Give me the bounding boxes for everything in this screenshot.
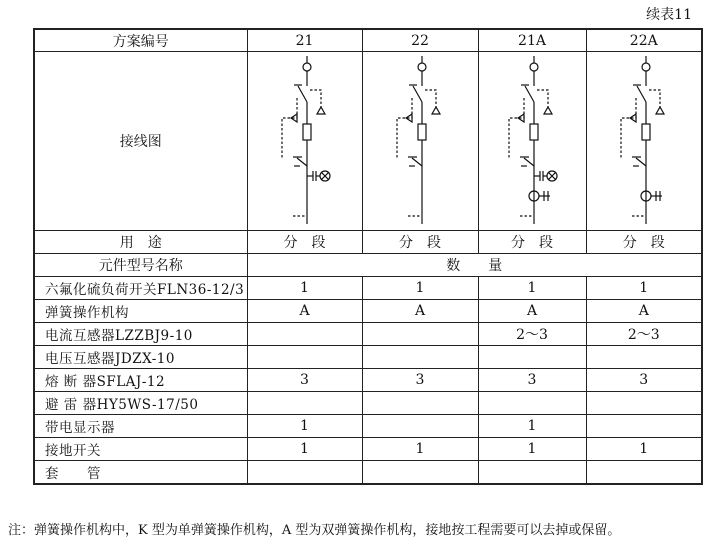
- mechanism-link: [621, 98, 636, 158]
- quantity-cell: A: [247, 300, 362, 323]
- terminal-icon: [530, 63, 538, 71]
- wiring-cell: [478, 52, 586, 231]
- component-name: 电流互感器LZZBJ9-10: [34, 323, 247, 346]
- component-row: [34, 415, 702, 438]
- component-name: 带电显示器: [34, 415, 247, 438]
- header-row: [34, 29, 702, 52]
- earthing-switch-icon: [524, 158, 534, 166]
- mechanism-link: [397, 98, 412, 158]
- quantity-cell: [362, 323, 478, 346]
- quantity-cell: [247, 346, 362, 369]
- earthing-switch-icon: [297, 158, 307, 166]
- quantity-cell: 2～3: [478, 323, 586, 346]
- quantity-cell: [362, 392, 478, 415]
- quantity-cell: 3: [586, 369, 702, 392]
- usage-value: 分 段: [362, 231, 478, 254]
- scheme-21: 21: [247, 29, 362, 52]
- wiring-diagram-label: 接线图: [34, 52, 247, 231]
- quantity-cell: 3: [247, 369, 362, 392]
- footnote: 注：弹簧操作机构中，K 型为单弹簧操作机构，A 型为双弹簧操作机构，接地按工程需要可以去掉或保留。: [8, 523, 621, 538]
- wiring-row: [34, 52, 702, 231]
- load-switch-icon: [637, 86, 646, 102]
- component-header-row: [34, 254, 702, 277]
- earthing-switch-icon: [412, 158, 422, 166]
- quantity-label: 数 量: [247, 254, 702, 277]
- arrow-icon: [656, 107, 664, 114]
- quantity-cell: [362, 346, 478, 369]
- quantity-cell: [478, 346, 586, 369]
- mechanism-link: [425, 90, 436, 108]
- quantity-cell: 1: [478, 415, 586, 438]
- wiring-diagram-21: [275, 56, 335, 226]
- component-name: 避 雷 器HY5WS-17/50: [34, 392, 247, 415]
- quantity-cell: 1: [247, 415, 362, 438]
- usage-label: 用 途: [34, 231, 247, 254]
- component-row: [34, 300, 702, 323]
- continuation-label: 续表11: [646, 7, 692, 23]
- quantity-cell: [478, 392, 586, 415]
- terminal-icon: [642, 63, 650, 71]
- arrow-icon: [317, 107, 325, 114]
- wiring-cell: [247, 52, 362, 231]
- mechanism-link: [310, 90, 321, 108]
- quantity-cell: 1: [478, 438, 586, 461]
- component-name: 熔 断 器SFLAJ-12: [34, 369, 247, 392]
- quantity-cell: 1: [247, 438, 362, 461]
- usage-row: [34, 231, 702, 254]
- load-switch-icon: [525, 86, 534, 102]
- scheme-table: [33, 28, 703, 485]
- component-name-label: 元件型号名称: [34, 254, 247, 277]
- component-name: 套 管: [34, 461, 247, 485]
- quantity-cell: [247, 461, 362, 485]
- scheme-22a: 22A: [586, 29, 702, 52]
- quantity-cell: 1: [478, 277, 586, 300]
- arrow-icon: [544, 107, 552, 114]
- quantity-cell: 1: [247, 277, 362, 300]
- quantity-cell: 3: [362, 369, 478, 392]
- component-row: [34, 323, 702, 346]
- fuse-icon: [530, 124, 538, 140]
- terminal-icon: [303, 63, 311, 71]
- component-name: 接地开关: [34, 438, 247, 461]
- quantity-cell: [586, 346, 702, 369]
- quantity-cell: [586, 461, 702, 485]
- quantity-cell: 1: [362, 277, 478, 300]
- load-switch-icon: [298, 86, 307, 102]
- component-row: [34, 438, 702, 461]
- mechanism-link: [649, 90, 660, 108]
- component-name: 六氟化硫负荷开关FLN36-12/3: [34, 277, 247, 300]
- component-row: [34, 461, 702, 485]
- quantity-cell: [586, 415, 702, 438]
- quantity-cell: 1: [362, 438, 478, 461]
- quantity-cell: A: [586, 300, 702, 323]
- mechanism-link: [509, 98, 524, 158]
- wiring-diagram-22a: [614, 56, 674, 226]
- earthing-switch-icon: [636, 158, 646, 166]
- quantity-cell: [247, 323, 362, 346]
- quantity-cell: 1: [586, 438, 702, 461]
- fuse-icon: [642, 124, 650, 140]
- quantity-cell: [362, 461, 478, 485]
- quantity-cell: [586, 392, 702, 415]
- quantity-cell: [478, 461, 586, 485]
- quantity-cell: 1: [586, 277, 702, 300]
- quantity-cell: [362, 415, 478, 438]
- fuse-icon: [303, 124, 311, 140]
- wiring-cell: [586, 52, 702, 231]
- component-row: [34, 392, 702, 415]
- wiring-diagram-22: [390, 56, 450, 226]
- scheme-21a: 21A: [478, 29, 586, 52]
- terminal-icon: [418, 63, 426, 71]
- load-switch-icon: [413, 86, 422, 102]
- quantity-cell: 3: [478, 369, 586, 392]
- usage-value: 分 段: [478, 231, 586, 254]
- component-row: [34, 346, 702, 369]
- wiring-cell: [362, 52, 478, 231]
- arrow-icon: [432, 107, 440, 114]
- fuse-icon: [418, 124, 426, 140]
- quantity-cell: A: [478, 300, 586, 323]
- mechanism-link: [282, 98, 297, 158]
- quantity-cell: A: [362, 300, 478, 323]
- component-row: [34, 369, 702, 392]
- scheme-number-label: 方案编号: [34, 29, 247, 52]
- wiring-diagram-21a: [502, 56, 562, 226]
- component-row: [34, 277, 702, 300]
- quantity-cell: [247, 392, 362, 415]
- component-rows: [34, 277, 702, 485]
- scheme-22: 22: [362, 29, 478, 52]
- usage-value: 分 段: [586, 231, 702, 254]
- usage-value: 分 段: [247, 231, 362, 254]
- mechanism-link: [537, 90, 548, 108]
- component-name: 电压互感器JDZX-10: [34, 346, 247, 369]
- quantity-cell: 2～3: [586, 323, 702, 346]
- component-name: 弹簧操作机构: [34, 300, 247, 323]
